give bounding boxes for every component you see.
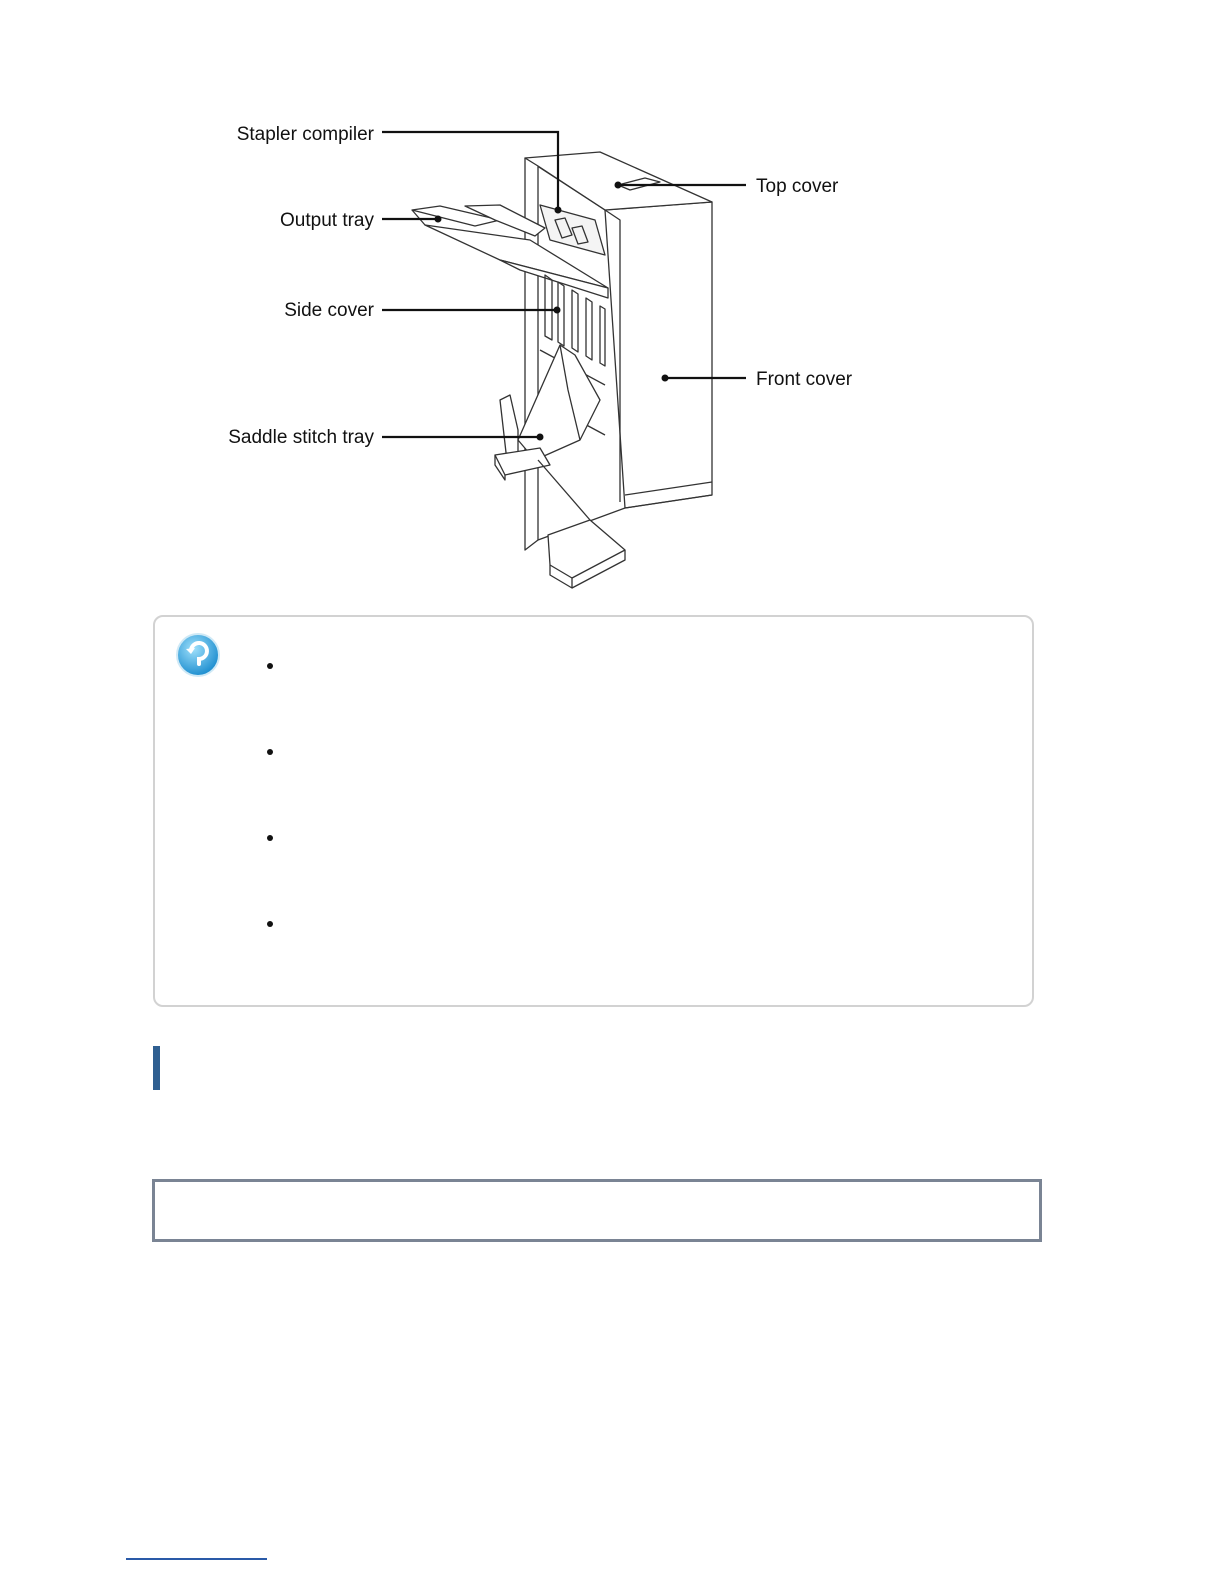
section-heading <box>153 1046 1034 1090</box>
section-accent-bar <box>153 1046 160 1090</box>
finisher-illustration <box>200 110 900 600</box>
info-box <box>152 1179 1042 1242</box>
saddle-stitch-tray-label: Saddle stitch tray <box>228 427 374 448</box>
side-cover-label: Side cover <box>284 300 374 321</box>
help-circle-arrow-icon <box>175 632 221 678</box>
stapler-compiler-label: Stapler compiler <box>236 124 374 145</box>
front-cover-label: Front cover <box>756 369 853 390</box>
bullet <box>267 835 273 841</box>
note-box <box>153 615 1034 1007</box>
bullet <box>267 921 273 927</box>
bullet <box>267 749 273 755</box>
top-cover-label: Top cover <box>756 176 839 197</box>
output-tray-label: Output tray <box>280 210 374 231</box>
bullet <box>267 663 273 669</box>
footer-link-underline[interactable] <box>126 1558 267 1560</box>
finisher-diagram <box>200 110 900 600</box>
